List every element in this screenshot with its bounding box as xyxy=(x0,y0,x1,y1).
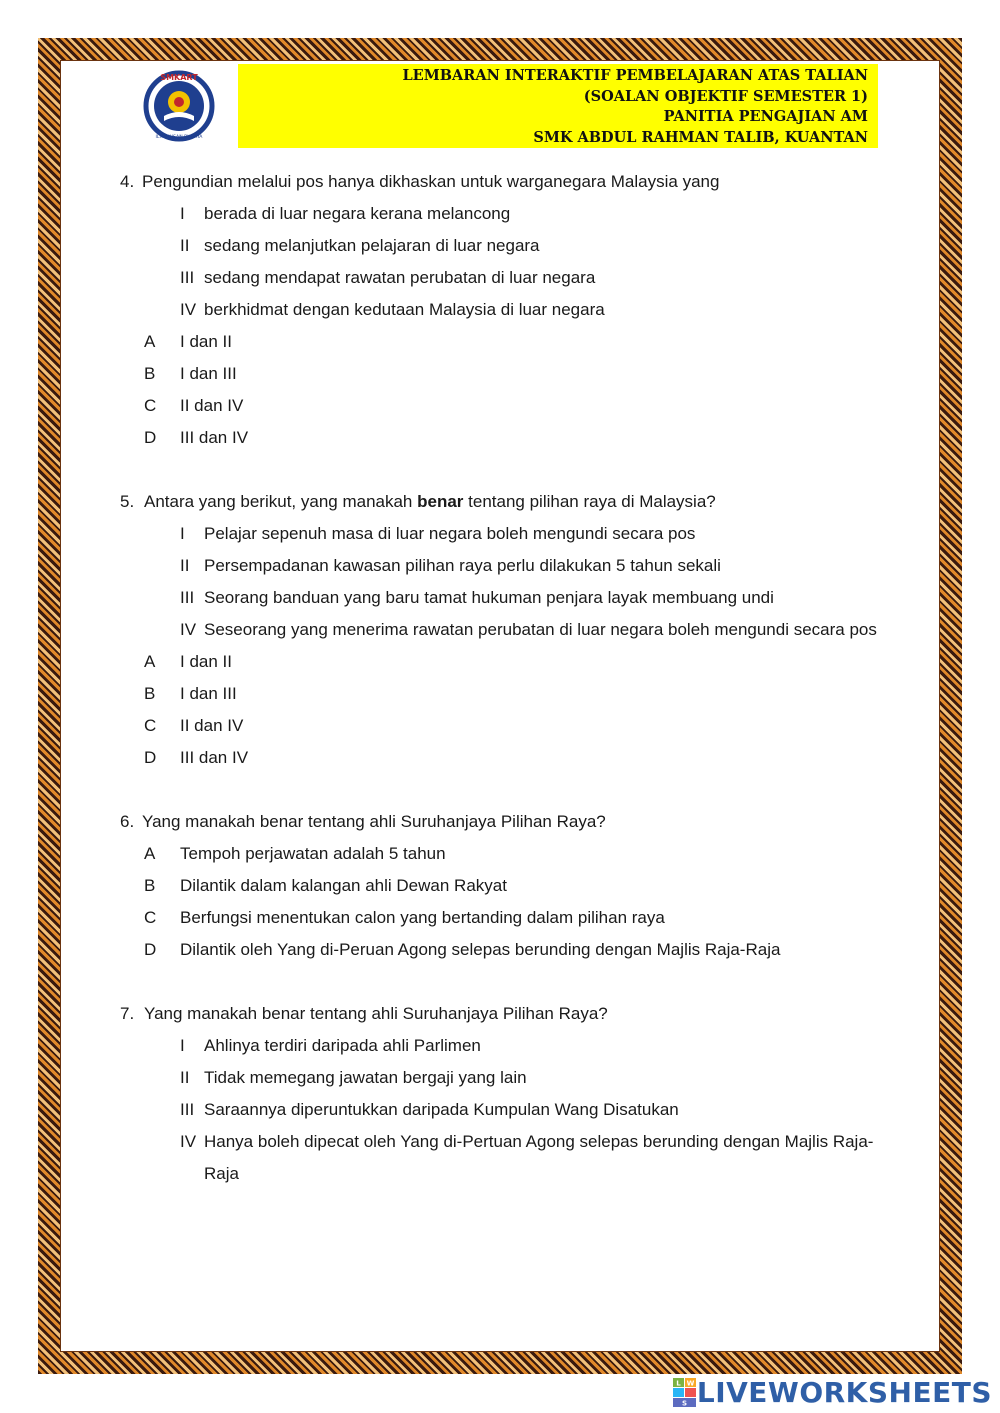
answer-option[interactable]: B Dilantik dalam kalangan ahli Dewan Rakyat xyxy=(144,876,507,895)
question-7 xyxy=(120,998,880,1190)
question-number: 4. xyxy=(120,172,135,191)
worksheet-header xyxy=(120,64,878,148)
answer-option[interactable]: B I dan III xyxy=(144,684,237,703)
liveworksheets-badge-icon xyxy=(673,1378,697,1408)
svg-text:W: W xyxy=(686,1379,695,1387)
logo-motto: ILMU IHSAN BUDAYA xyxy=(155,135,203,140)
answer-option[interactable]: A I dan II xyxy=(144,332,232,351)
question-number: 5. xyxy=(120,492,135,511)
answer-option[interactable]: D III dan IV xyxy=(144,748,249,767)
answer-option[interactable]: C II dan IV xyxy=(144,716,244,735)
question-stem: Antara yang berikut, yang manakah benar tentang pilihan raya di Malaysia? xyxy=(144,492,716,511)
question-number: 7. xyxy=(120,1004,135,1023)
answer-option[interactable]: C Berfungsi menentukan calon yang bertanding dalam pilihan raya xyxy=(144,908,665,927)
logo-top-text: SMKART xyxy=(160,73,198,82)
statement-item: II Tidak memegang jawatan bergaji yang lain xyxy=(180,1068,527,1087)
question-stem: Yang manakah benar tentang ahli Suruhanjaya Pilihan Raya? xyxy=(142,812,606,831)
liveworksheets-wordmark: LIVEWORKSHEETS xyxy=(696,1376,992,1409)
question-4 xyxy=(120,166,880,454)
answer-option[interactable]: A I dan II xyxy=(144,652,232,671)
svg-text:L: L xyxy=(676,1379,681,1387)
header-line-4: SMK ABDUL RAHMAN TALIB, KUANTAN xyxy=(533,128,868,146)
statement-item: I Ahlinya terdiri daripada ahli Parlimen xyxy=(180,1036,481,1055)
header-line-3: PANITIA PENGAJIAN AM xyxy=(663,108,868,125)
answer-option[interactable]: D III dan IV xyxy=(144,428,249,447)
statement-item: IV Hanya boleh dipecat oleh Yang di-Pertuan Agong selepas berunding dengan Majlis Raja-Raja xyxy=(180,1132,874,1183)
svg-text:S: S xyxy=(681,1399,687,1407)
statement-item: I berada di luar negara kerana melancong xyxy=(180,204,511,223)
question-5 xyxy=(120,486,880,774)
statement-item: II Persempadanan kawasan pilihan raya perlu dilakukan 5 tahun sekali xyxy=(180,556,721,575)
header-line-2: (SOALAN OBJEKTIF SEMESTER 1) xyxy=(583,87,868,105)
statement-item: III Seorang banduan yang baru tamat hukuman penjara layak membuang undi xyxy=(180,588,774,607)
header-line-1: LEMBARAN INTERAKTIF PEMBELAJARAN ATAS TALIAN xyxy=(402,67,868,84)
statement-item: I Pelajar sepenuh masa di luar negara boleh mengundi secara pos xyxy=(180,524,696,543)
worksheet-content xyxy=(120,166,880,1190)
school-crest-icon xyxy=(137,68,221,144)
question-stem: Yang manakah benar tentang ahli Suruhanjaya Pilihan Raya? xyxy=(144,1004,608,1023)
liveworksheets-logo[interactable] xyxy=(673,1376,992,1409)
school-logo xyxy=(120,64,238,148)
statement-item: IV Seseorang yang menerima rawatan perubatan di luar negara boleh mengundi secara pos xyxy=(180,620,877,639)
answer-option[interactable]: B I dan III xyxy=(144,364,237,383)
statement-item: IV berkhidmat dengan kedutaan Malaysia di luar negara xyxy=(180,300,605,319)
statement-item: III Saraannya diperuntukkan daripada Kumpulan Wang Disatukan xyxy=(180,1100,679,1119)
statement-item: III sedang mendapat rawatan perubatan di luar negara xyxy=(180,268,596,287)
answer-option[interactable]: A Tempoh perjawatan adalah 5 tahun xyxy=(144,844,446,863)
question-stem: Pengundian melalui pos hanya dikhaskan untuk warganegara Malaysia yang xyxy=(142,172,720,191)
statement-item: II sedang melanjutkan pelajaran di luar negara xyxy=(180,236,540,255)
question-number: 6. xyxy=(120,812,135,831)
answer-option[interactable]: D Dilantik oleh Yang di-Peruan Agong selepas berunding dengan Majlis Raja-Raja xyxy=(144,940,781,959)
question-6 xyxy=(120,806,880,966)
answer-option[interactable]: C II dan IV xyxy=(144,396,244,415)
